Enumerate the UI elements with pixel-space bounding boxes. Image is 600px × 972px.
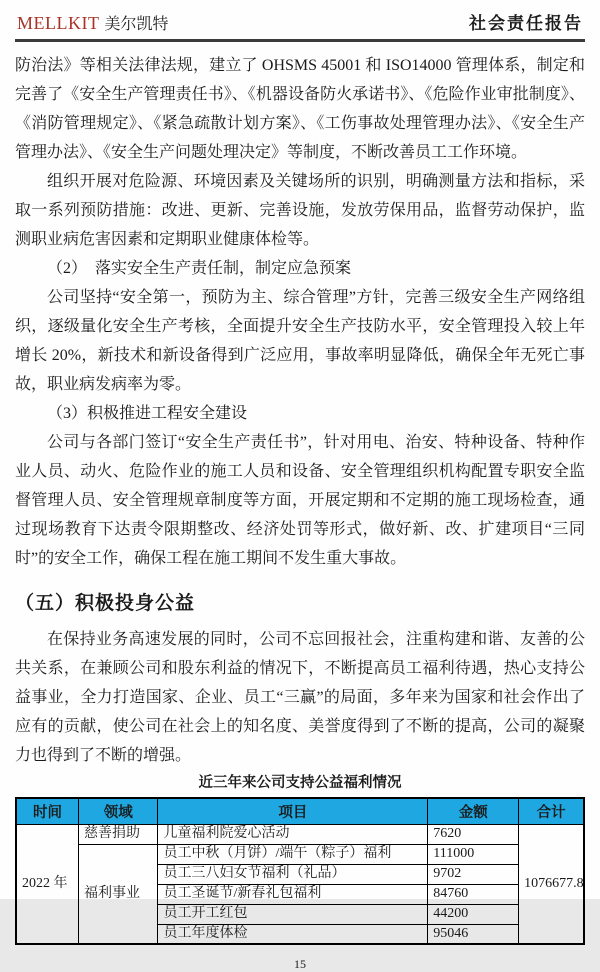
page-content — [15, 51, 585, 972]
amount-cell: 111000 — [428, 844, 519, 864]
document-title: 社会责任报告 — [469, 14, 583, 33]
brand-name-chinese: 美尔凯特 — [104, 16, 169, 33]
amount-cell: 7620 — [428, 824, 519, 844]
numbered-subheading: （3）积极推进工程安全建设 — [47, 405, 248, 422]
year-cell: 2022 年 — [16, 824, 78, 944]
welfare-table — [15, 797, 585, 945]
body-paragraph: 组织开展对危险源、环境因素及关键场所的识别，明确测量方法和指标，采取一系列预防措施：改进、更新、完善设施，发放劳保用品，监督劳动保护，监测职业病危害因素和定期职业健康体检等。 — [15, 173, 585, 248]
column-header-total: 合计 — [519, 798, 584, 824]
page-number: 15 — [294, 957, 306, 971]
body-paragraph: 防治法》等相关法律法规，建立了 OHSMS 45001 和 ISO14000 管理体系，制定和完善了《安全生产管理责任书》、《机器设备防火承诺书》、《危险作业审批制度》、《消防管理规定》、《紧急疏散计划方案》、《工伤事故处理管理办法》、《安全生产管理办法》、《安全生产问题处理决定》等制度，不断改善员工工作环境。 — [15, 57, 585, 161]
section-heading: （五）积极投身公益 — [15, 593, 196, 614]
amount-cell: 95046 — [428, 924, 519, 944]
column-header-time: 时间 — [16, 798, 78, 824]
amount-cell: 9702 — [428, 864, 519, 884]
column-header-amount: 金额 — [428, 798, 519, 824]
table-title: 近三年来公司支持公益福利情况 — [198, 775, 402, 791]
amount-cell: 84760 — [428, 884, 519, 904]
project-cell: 员工三八妇女节福利（礼品） — [158, 864, 428, 884]
amount-cell: 44200 — [428, 904, 519, 924]
table-row — [16, 844, 584, 864]
project-cell: 儿童福利院爱心活动 — [158, 824, 428, 844]
brand-logo-text: MELLKIT — [17, 13, 100, 33]
body-paragraph: 公司与各部门签订“安全生产责任书”，针对用电、治安、特种设备、特种作业人员、动火、危险作业的施工人员和设备、安全管理组织机构配置专职安全监督管理人员、安全管理规章制度等方面，开展定期和不定期的施工现场检查，通过现场教育下达责令限期整改、经济处罚等形式，做好新、改、扩建项目“三同时”的安全工作，确保工程在施工期间不发生重大事故。 — [15, 434, 585, 567]
total-cell: 1076677.8 — [519, 824, 584, 944]
brand — [17, 11, 169, 34]
numbered-subheading: （2） 落实安全生产责任制，制定应急预案 — [47, 260, 352, 277]
table-header-row — [16, 798, 584, 824]
project-cell: 员工圣诞节/新春礼包福利 — [158, 884, 428, 904]
table-row — [16, 824, 584, 844]
body-paragraph: 公司坚持“安全第一，预防为主、综合管理”方针，完善三级安全生产网络组织，逐级量化安全生产考核，全面提升安全生产技防水平，安全管理投入较上年增长 20%，新技术和新设备得到广泛应用，事故率明显降低，确保全年无死亡事故，职业病发病率为零。 — [15, 289, 585, 393]
column-header-project: 项目 — [158, 798, 428, 824]
project-cell: 员工年度体检 — [158, 924, 428, 944]
project-cell: 员工中秋（月饼）/端午（粽子）福利 — [158, 844, 428, 864]
column-header-field: 领域 — [78, 798, 158, 824]
field-cell: 福利事业 — [78, 844, 158, 944]
body-paragraph: 在保持业务高速发展的同时，公司不忘回报社会，注重构建和谐、友善的公共关系，在兼顾公司和股东利益的情况下，不断提高员工福利待遇，热心支持公益事业，全力打造国家、企业、员工“三赢”的局面，多年来为国家和社会作出了应有的贡献，使公司在社会上的知名度、美誉度得到了不断的提高，公司的凝聚力也得到了不断的增强。 — [15, 631, 585, 764]
field-cell: 慈善捐助 — [78, 824, 158, 844]
project-cell: 员工开工红包 — [158, 904, 428, 924]
page-header — [15, 6, 585, 42]
